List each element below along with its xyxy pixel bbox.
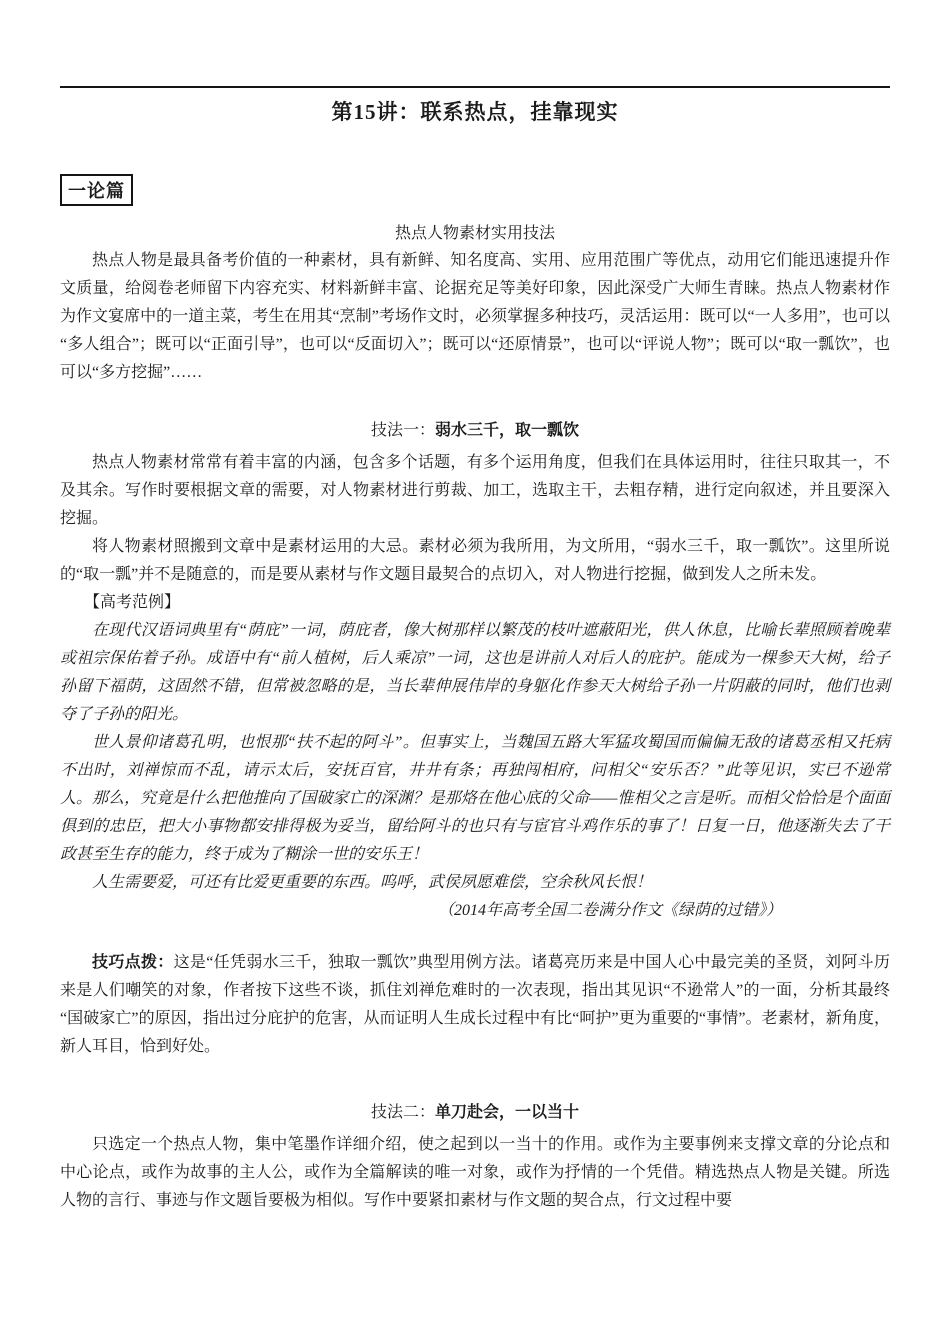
header-rule: [60, 86, 890, 88]
method1-paragraph-2: 将人物素材照搬到文章中是素材运用的大忌。素材必须为我所用，为文所用，“弱水三千，取一瓢饮”。这里所说的“取一瓢”并不是随意的，而是要从素材与作文题目最契合的点切入，对人物进行挖掘，做到发人之所未发。: [60, 538, 890, 583]
method2-title: 单刀赴会，一以当十: [435, 1104, 580, 1121]
tips-paragraph: [60, 949, 890, 1061]
essay-paragraph-3: 人生需要爱，可还有比爱更重要的东西。呜呼，武侯夙愿难偿，空余秋风长恨！: [92, 874, 653, 891]
page-title: 第15讲：联系热点，挂靠现实: [331, 100, 619, 124]
essay-paragraph-2: 世人景仰诸葛孔明，也恨那“扶不起的阿斗”。但事实上，当魏国五路大军猛攻蜀国而偏偏无敌的诸葛丞相又托病不出时，刘禅惊而不乱，请示太后，安抚百官，井井有条；再独闯相府，问相父“安乐否？”此等见识，实已不逊常人。那么，究竟是什么把他推向了国破家亡的深渊？是那烙在他心底的父命——惟相父之言是听。而相父恰恰是个面面俱到的忠臣，把大小事物都安排得极为妥当，留给阿斗的也只有与宦官斗鸡作乐的事了！日复一日，他逐渐失去了干政甚至生存的能力，终于成为了糊涂一世的安乐王！: [60, 734, 890, 863]
subtitle: 热点人物素材实用技法: [394, 225, 555, 242]
essay-excerpt: [60, 617, 890, 925]
method2-heading: [60, 1101, 890, 1125]
essay-attribution: （2014年高考全国二卷满分作文《绿荫的过错》）: [437, 902, 782, 919]
intro-paragraph: 热点人物是最具备考价值的一种素材，具有新鲜、知名度高、实用、应用范围广等优点，动用它们能迅速提升作文质量，给阅卷老师留下内容充实、材料新鲜丰富、论据充足等美好印象，因此深受广大师生青睐。热点人物素材作为作文宴席中的一道主菜，考生在用其“烹制”考场作文时，必须掌握多种技巧，灵活运用：既可以“一人多用”，也可以“多人组合”；既可以“正面引导”，也可以“反面切入”；既可以“还原情景”，也可以“评说人物”；既可以“取一瓢饮”，也可以“多方挖掘”……: [60, 252, 890, 381]
tips-label: 技巧点拨：: [92, 954, 174, 971]
tips-text: 这是“任凭弱水三千，独取一瓢饮”典型用例方法。诸葛亮历来是中国人心中最完美的圣贤，刘阿斗历来是人们嘲笑的对象，作者按下这些不谈，抓住刘禅危难时的一次表现，指出其见识“不逊常人”的一面，分析其最终“国破家亡”的原因，指出过分庇护的危害，从而证明人生成长过程中有比“呵护”更为重要的“事情”。老素材，新角度，新人耳目，恰到好处。: [60, 954, 890, 1055]
method1-paragraph-1: 热点人物素材常常有着丰富的内涵，包含多个话题，有多个运用角度，但我们在具体运用时，往往只取其一，不及其余。写作时要根据文章的需要，对人物素材进行剪裁、加工，选取主干，去粗存精，进行定向叙述，并且要深入挖掘。: [60, 454, 890, 527]
method1-heading: [60, 419, 890, 443]
method1-label: 技法一：: [370, 422, 435, 439]
essay-paragraph-1: 在现代汉语词典里有“荫庇”一词，荫庇者，像大树那样以繁茂的枝叶遮蔽阳光，供人休息，比喻长辈照顾着晚辈或祖宗保佑着子孙。成语中有“前人植树，后人乘凉”一词，这也是讲前人对后人的庇护。能成为一棵参天大树，给子孙留下福荫，这固然不错，但常被忽略的是，当长辈伸展伟岸的身躯化作参天大树给子孙一片阴蔽的同时，他们也剥夺了子孙的阳光。: [60, 622, 890, 723]
exam-example-label: 【高考范例】: [84, 594, 181, 611]
section-badge: 一论篇: [60, 174, 133, 206]
method1-title: 弱水三千，取一瓢饮: [435, 422, 580, 439]
page-content: [0, 86, 950, 1215]
method2-label: 技法二：: [370, 1104, 435, 1121]
method2-paragraph-1: 只选定一个热点人物，集中笔墨作详细介绍，使之起到以一当十的作用。或作为主要事例来支撑文章的分论点和中心论点，或作为故事的主人公，或作为全篇解读的唯一对象，或作为抒情的一个凭借。精选热点人物是关键。所选人物的言行、事迹与作文题旨要极为相似。写作中要紧扣素材与作文题的契合点，行文过程中要: [60, 1136, 890, 1209]
section-badge-row: [60, 126, 890, 206]
